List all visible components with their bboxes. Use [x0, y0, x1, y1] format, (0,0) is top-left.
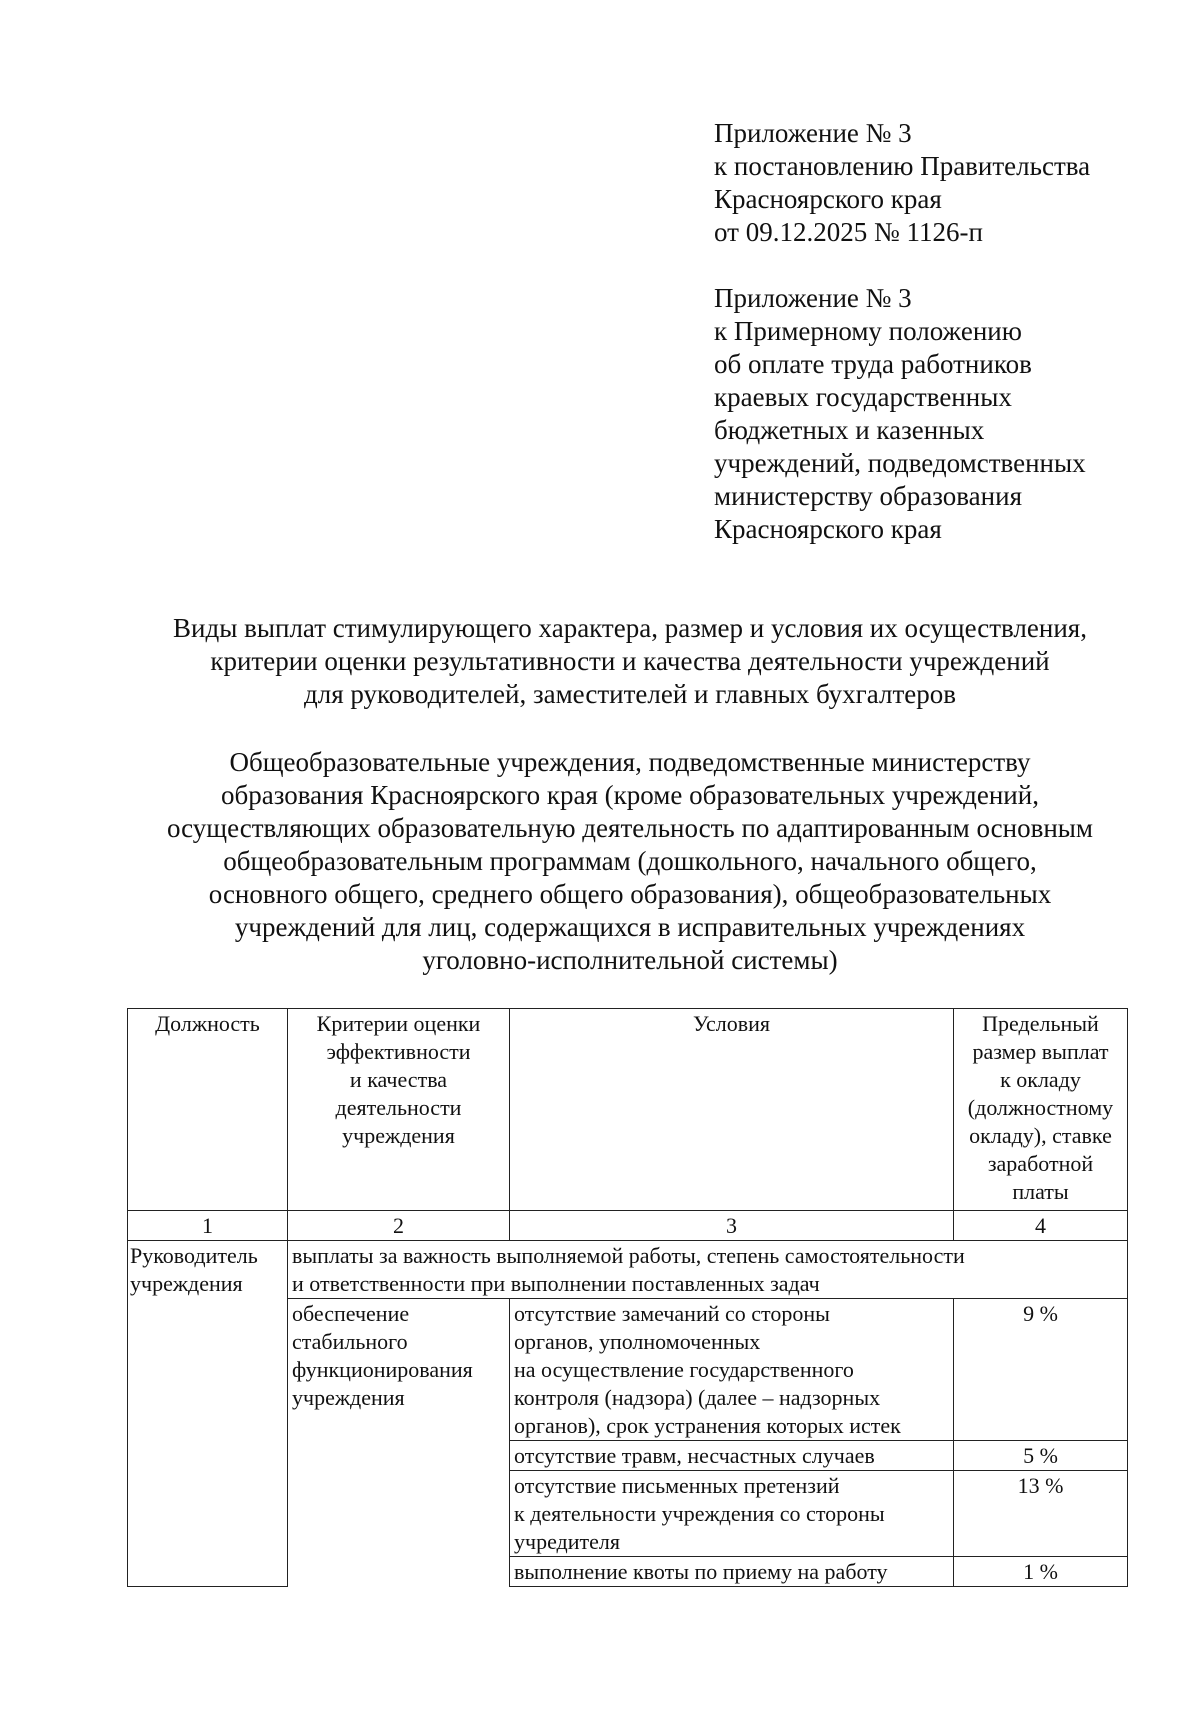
table-header-row — [128, 1009, 1128, 1211]
appendix-to-resolution — [714, 117, 1154, 249]
limit-cell: 9 % — [954, 1299, 1128, 1441]
criterion-cell: обеспечение стабильного функционирования учреждения — [288, 1299, 510, 1587]
appendix-line: бюджетных и казенных — [714, 415, 985, 445]
subtitle-line: основного общего, среднего общего образования), общеобразовательных — [208, 879, 1052, 909]
appendix-line: от 09.12.2025 № 1126-п — [714, 217, 983, 247]
appendix-line: Приложение № 3 — [714, 283, 912, 313]
subtitle-line: осуществляющих образовательную деятельность по адаптированным основным — [166, 813, 1094, 843]
column-number: 1 — [128, 1211, 288, 1241]
title-line: для руководителей, заместителей и главных бухгалтеров — [304, 679, 956, 709]
appendix-line: об оплате труда работников — [714, 349, 1032, 379]
column-number: 2 — [288, 1211, 510, 1241]
column-number: 4 — [954, 1211, 1128, 1241]
subtitle-line: уголовно-исполнительной системы) — [422, 945, 838, 975]
subtitle-line: общеобразовательным программам (дошкольного, начального общего, — [223, 846, 1037, 876]
appendix-line: Красноярского края — [714, 184, 942, 214]
document-title — [100, 612, 1160, 711]
condition-cell: отсутствие письменных претензий к деятельности учреждения со стороны учредителя — [510, 1471, 954, 1557]
appendix-line: Красноярского края — [714, 514, 942, 544]
group-heading-cell: выплаты за важность выполняемой работы, степень самостоятельности и ответственности при выполнении поставленных задач — [288, 1241, 1128, 1299]
position-cell: Руководитель учреждения — [128, 1241, 288, 1587]
appendix-line: министерству образования — [714, 481, 1022, 511]
title-line: Виды выплат стимулирующего характера, размер и условия их осуществления, — [173, 613, 1087, 643]
appendix-line: учреждений, подведомственных — [714, 448, 1086, 478]
header-criteria: Критерии оценки эффективности и качества деятельности учреждения — [288, 1009, 510, 1211]
appendix-line: к постановлению Правительства — [714, 151, 1091, 181]
table-row — [128, 1241, 1128, 1299]
payments-table — [127, 1008, 1128, 1587]
subtitle-line: Общеобразовательные учреждения, подведомственные министерству — [229, 747, 1031, 777]
appendix-line: к Примерному положению — [714, 316, 1022, 346]
condition-cell: выполнение квоты по приему на работу — [510, 1557, 954, 1587]
header-limit: Предельный размер выплат к окладу (должностному окладу), ставке заработной платы — [954, 1009, 1128, 1211]
column-numbers-row — [128, 1211, 1128, 1241]
appendix-line: Приложение № 3 — [714, 118, 912, 148]
subtitle-line: учреждений для лиц, содержащихся в исправительных учреждениях — [234, 912, 1026, 942]
document-subtitle — [100, 746, 1160, 977]
limit-cell: 1 % — [954, 1557, 1128, 1587]
header-position: Должность — [128, 1009, 288, 1211]
column-number: 3 — [510, 1211, 954, 1241]
subtitle-line: образования Красноярского края (кроме образовательных учреждений, — [221, 780, 1039, 810]
limit-cell: 13 % — [954, 1471, 1128, 1557]
appendix-to-regulation — [714, 282, 1154, 546]
condition-cell: отсутствие травм, несчастных случаев — [510, 1441, 954, 1471]
header-conditions: Условия — [510, 1009, 954, 1211]
condition-cell: отсутствие замечаний со стороны органов, уполномоченных на осуществление государственного контроля (надзора) (далее – надзорных органов), срок устранения которых истек — [510, 1299, 954, 1441]
title-line: критерии оценки результативности и качества деятельности учреждений — [210, 646, 1050, 676]
appendix-line: краевых государственных — [714, 382, 1012, 412]
limit-cell: 5 % — [954, 1441, 1128, 1471]
